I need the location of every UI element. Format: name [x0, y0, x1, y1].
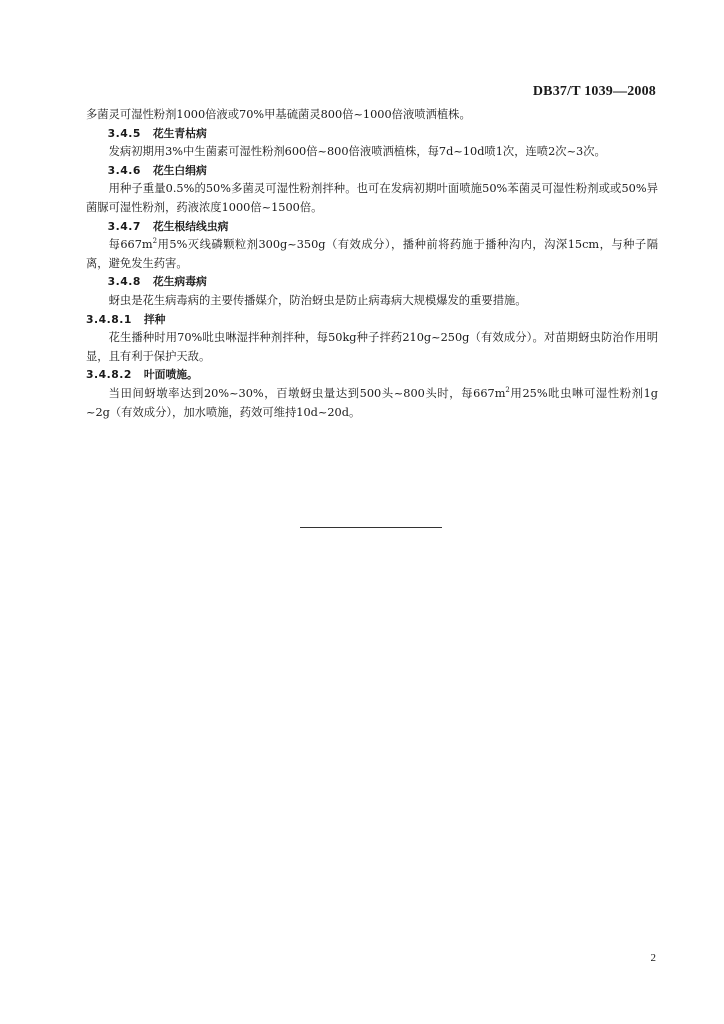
section-title: 花生根结线虫病	[152, 219, 229, 233]
section-number: 3.4.8.2	[86, 368, 132, 382]
text-run: 用25%吡虫啉可湿性粉剂1g ~2g（有效成分），加水喷施，药效可维持10d~20d。	[86, 386, 658, 419]
section-number: 3.4.5	[107, 126, 141, 140]
superscript: 2	[505, 386, 510, 395]
section-number: 3.4.8.1	[86, 312, 132, 326]
section-heading-3-4-5	[86, 125, 658, 144]
paragraph-3-4-7	[86, 236, 658, 273]
section-number: 3.4.6	[107, 163, 141, 177]
section-title: 拌种	[143, 312, 166, 326]
section-heading-3-4-7	[86, 218, 658, 237]
paragraph-3-4-5: 发病初期用3%中生菌素可湿性粉剂600倍~800倍液喷洒植株，每7d~10d喷1次，连喷2次~3次。	[108, 145, 606, 159]
paragraph-3-4-8-1: 花生播种时用70%吡虫啉湿拌种剂拌种，每50kg种子拌药210g~250g（有效成分）。对苗期蚜虫防治作用明显，且有利于保护天敌。	[86, 331, 658, 363]
page-number: 2	[650, 952, 656, 964]
section-heading-3-4-6	[86, 162, 658, 181]
text-run: 用5%灭线磷颗粒剂300g~350g（有效成分），播种前将药施于播种沟内，沟深15cm，与种子隔离，避免发生药害。	[86, 238, 658, 270]
standard-code-header: DB37/T 1039—2008	[532, 84, 656, 99]
paragraph-3-4-8-2	[86, 385, 658, 422]
section-title: 花生白绢病	[152, 163, 207, 177]
paragraph-intro: 多菌灵可湿性粉剂1000倍液或70%甲基硫菌灵800倍~1000倍液喷洒植株。	[86, 108, 471, 121]
section-number: 3.4.7	[107, 219, 141, 233]
section-title: 花生青枯病	[152, 126, 207, 140]
section-heading-3-4-8-2	[86, 366, 658, 385]
section-title: 花生病毒病	[152, 275, 207, 289]
superscript: 2	[152, 237, 158, 246]
section-heading-3-4-8	[86, 273, 658, 292]
text-run: 当田间蚜墩率达到20%~30%，百墩蚜虫量达到500头~800头时，每667m	[108, 386, 506, 400]
text-run: 每667m	[108, 238, 153, 252]
document-body	[86, 106, 658, 422]
paragraph-3-4-6: 用种子重量0.5%的50%多菌灵可湿性粉剂拌种。也可在发病初期叶面喷施50%苯菌灵可湿性粉剂或或50%异菌脲可湿性粉剂，药液浓度1000倍~1500倍。	[86, 182, 658, 214]
section-heading-3-4-8-1	[86, 311, 658, 330]
section-number: 3.4.8	[107, 275, 141, 289]
paragraph-3-4-8: 蚜虫是花生病毒病的主要传播媒介，防治蚜虫是防止病毒病大规模爆发的重要措施。	[108, 293, 527, 307]
end-of-text-rule	[300, 527, 442, 528]
section-title: 叶面喷施。	[143, 368, 198, 382]
